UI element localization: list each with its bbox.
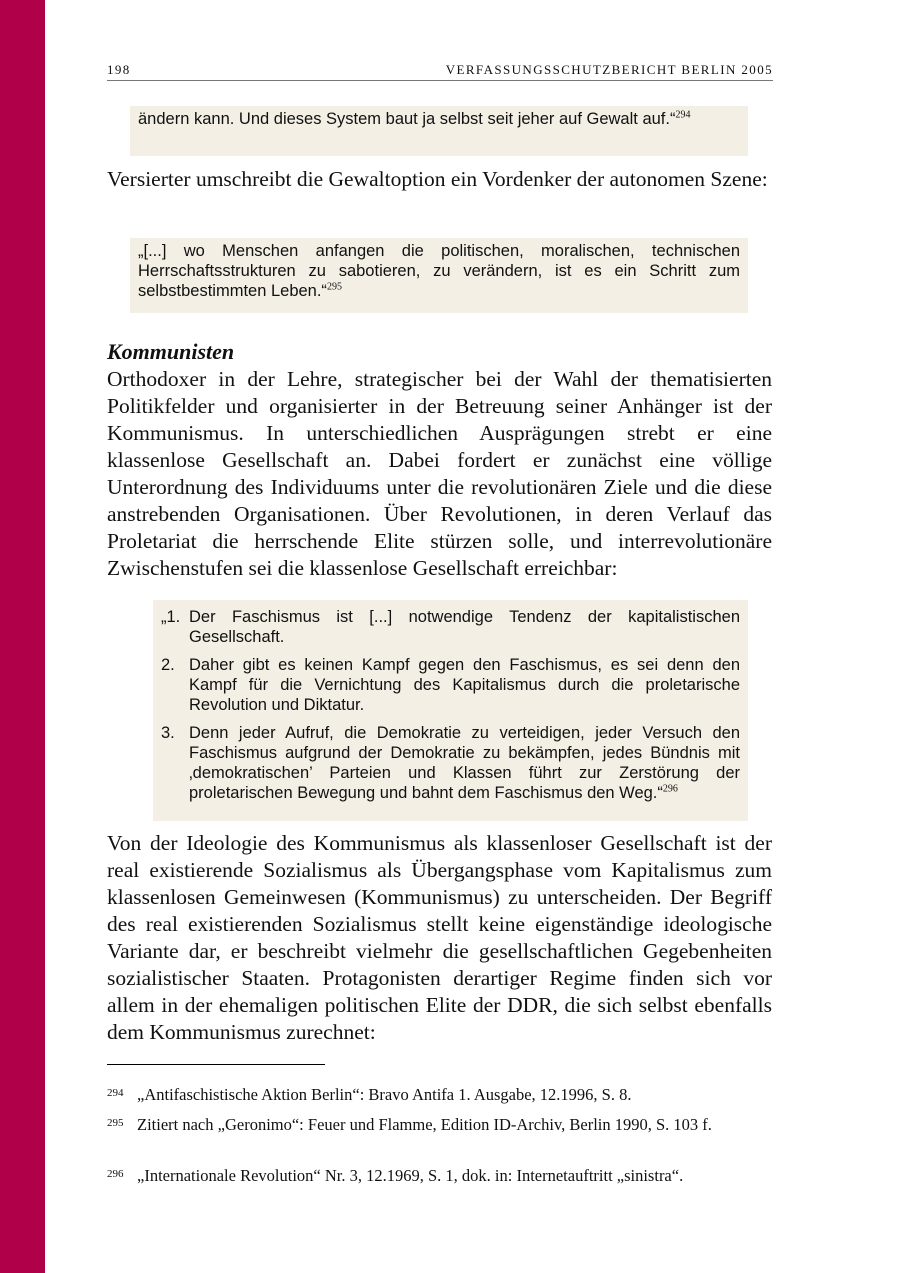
list-item: „1. Der Faschismus ist [...] notwendige Tendenz der kapitalistischen Gesellschaft. xyxy=(161,608,740,646)
running-title: VERFASSUNGSSCHUTZBERICHT BERLIN 2005 xyxy=(445,62,773,77)
quote-text: „[...] wo Menschen anfangen die politischen, moralischen, technischen Herrschaftsstrukturen zu sabotieren, zu verändern, ist es ein Schritt zum selbstbestimmten Leben.“ xyxy=(138,242,740,300)
quote-list xyxy=(161,607,740,803)
footnote: 294 „Antifaschistische Aktion Berlin“: Bravo Antifa 1. Ausgabe, 12.1996, S. 8. xyxy=(107,1085,632,1104)
footnote: 295 Zitiert nach „Geronimo“: Feuer und Flamme, Edition ID-Archiv, Berlin 1990, S. 103 f. xyxy=(107,1115,712,1134)
footnote-ref: 294 xyxy=(675,109,691,121)
page-margin-bar xyxy=(0,0,45,1273)
footnote-ref: 295 xyxy=(326,281,342,293)
list-item: 3. Denn jeder Aufruf, die Demokratie zu verteidigen, jeder Versuch den Faschismus aufgrund der Demokratie zu bekämpfen, jedes Bündnis mit ‚demokratischen’ Parteien und Klassen führt zur Zerstörung der proletarischen Bewegung und bahnt dem Faschismus den Weg.“$^{296}$ xyxy=(161,724,740,802)
block-quote-3 xyxy=(153,600,748,821)
footnote-divider xyxy=(107,1064,325,1065)
block-quote-2 xyxy=(130,238,748,313)
quote-text: ändern kann. Und dieses System baut ja selbst seit jeher auf Gewalt auf.“ xyxy=(138,110,676,128)
paragraph-3: Von der Ideologie des Kommunismus als klassenloser Gesellschaft ist der real existierende Sozialismus als Übergangsphase vom Kapitalismus zum klassenlosen Gemeinwesen (Kommunismus) zu unterscheiden. Der Begriff des real existierenden Sozialismus stellt keine eigenständige ideologische Variante dar, er beschreibt vielmehr die gesellschaftlichen Gegebenheiten sozialistischer Staaten. Protagonisten derartiger Regime finden sich vor allem in der ehemaligen politischen Elite der DDR, die sich selbst ebenfalls dem Kommunismus zurechnet: xyxy=(107,831,772,1044)
page-number: 198 xyxy=(107,62,131,77)
paragraph-1: Versierter umschreibt die Gewaltoption ein Vordenker der autonomen Szene: xyxy=(107,167,768,191)
paragraph-2: Orthodoxer in der Lehre, strategischer bei der Wahl der thematisierten Politikfelder und organisierter in der Betreuung seiner Anhänger ist der Kommunismus. In unterschiedlichen Ausprägungen strebt er eine klassenlose Gesellschaft an. Dabei fordert er zunächst eine völlige Unterordnung des Individuums unter die revolutionären Ziele und die diese anstrebenden Organisationen. Über Revolutionen, in deren Verlauf das Proletariat die herrschende Elite stürzen solle, und interrevolutionäre Zwischenstufen sei die klassenlose Gesellschaft erreichbar: xyxy=(107,367,772,580)
footnote: 296 „Internationale Revolution“ Nr. 3, 12.1969, S. 1, dok. in: Internetauftritt „sinistra“. xyxy=(107,1166,684,1185)
block-quote-1 xyxy=(130,106,748,156)
footnote-ref: 296 xyxy=(662,783,678,795)
list-item: 2. Daher gibt es keinen Kampf gegen den Faschismus, es sei denn den Kampf für die Vernichtung des Kapitalismus durch die proletarische Revolution und Diktatur. xyxy=(161,656,740,714)
section-heading: Kommunisten xyxy=(107,339,235,364)
page-header xyxy=(107,62,773,81)
